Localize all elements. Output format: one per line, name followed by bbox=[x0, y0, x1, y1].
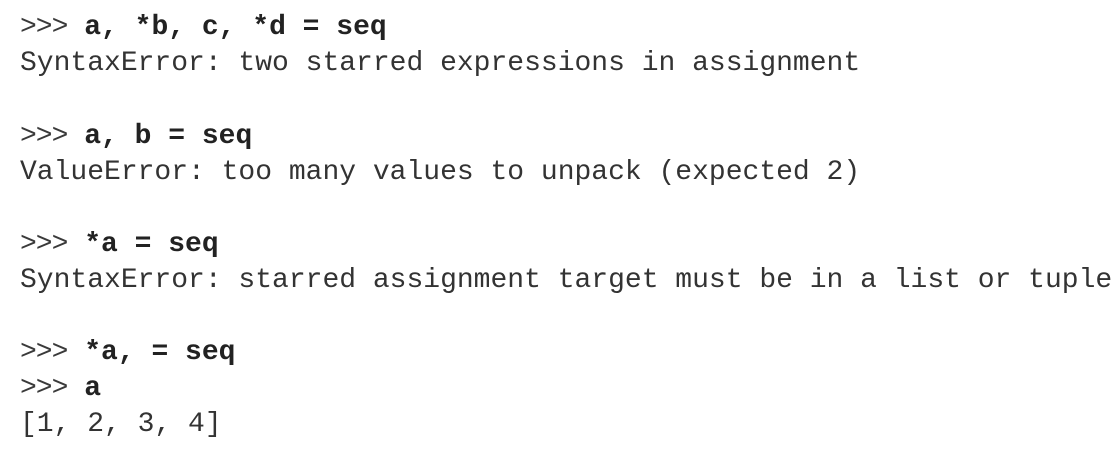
prompt: >>> bbox=[20, 337, 68, 368]
input-code: a, *b, c, *d = seq bbox=[84, 12, 387, 43]
input-code: *a = seq bbox=[84, 229, 219, 260]
input-code: a, b = seq bbox=[84, 121, 253, 152]
input-code: *a, = seq bbox=[84, 337, 236, 368]
code-block-too-many-values bbox=[20, 119, 860, 191]
output-line: [1, 2, 3, 4] bbox=[20, 409, 222, 440]
input-code: a bbox=[84, 373, 102, 404]
code-block-starred-target bbox=[20, 227, 1112, 299]
code-block-starred-tuple bbox=[20, 335, 235, 443]
input-line bbox=[20, 335, 235, 371]
input-line bbox=[20, 10, 860, 46]
prompt: >>> bbox=[20, 12, 68, 43]
input-line bbox=[20, 371, 235, 407]
prompt: >>> bbox=[20, 373, 68, 404]
prompt: >>> bbox=[20, 121, 68, 152]
output-line: SyntaxError: starred assignment target must be in a list or tuple bbox=[20, 265, 1113, 296]
input-line bbox=[20, 119, 860, 155]
code-block-starred-twice bbox=[20, 10, 860, 82]
output-line: ValueError: too many values to unpack (expected 2) bbox=[20, 157, 861, 188]
output-line: SyntaxError: two starred expressions in assignment bbox=[20, 48, 861, 79]
input-line bbox=[20, 227, 1112, 263]
prompt: >>> bbox=[20, 229, 68, 260]
